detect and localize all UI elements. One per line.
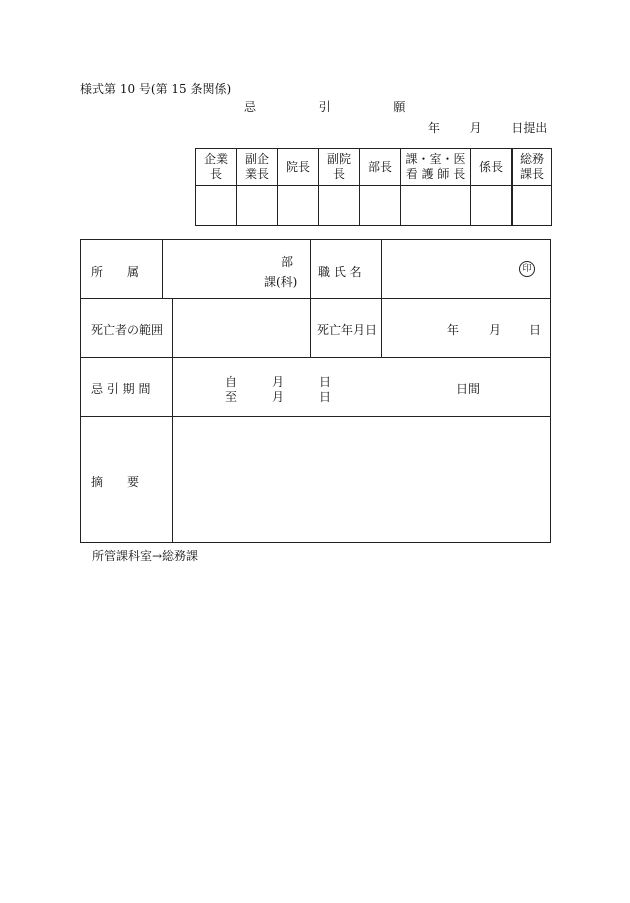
seal-mark-icon: 印 — [519, 261, 535, 277]
period-to-label: 至 — [225, 390, 238, 404]
title-char-2: 引 — [318, 100, 331, 114]
period-from-day-unit: 日 — [319, 375, 332, 389]
application-form-table — [80, 239, 551, 543]
approval-header-section-chief: 課・室・医 看 護 師 長 — [401, 149, 471, 186]
approval-header-hospital-director: 院長 — [278, 149, 319, 186]
row-divider — [81, 298, 550, 299]
row-divider — [81, 416, 550, 417]
title-char-1: 忌 — [244, 100, 257, 114]
approval-stamp-cell[interactable] — [471, 186, 513, 226]
col-divider — [172, 298, 173, 543]
death-date-label: 死亡年月日 — [317, 323, 378, 337]
approval-header-enterprise-director: 企業 長 — [196, 149, 237, 186]
col-divider — [381, 240, 382, 357]
date-month-unit: 月 — [469, 121, 482, 135]
col-divider — [310, 240, 311, 357]
approval-stamp-table — [195, 148, 552, 226]
approval-header-subsection-chief: 係長 — [471, 149, 513, 186]
approval-stamp-cell[interactable] — [237, 186, 278, 226]
death-month-unit: 月 — [489, 323, 502, 337]
death-year-unit: 年 — [447, 323, 460, 337]
period-to-month-unit: 月 — [272, 390, 285, 404]
period-from-label: 自 — [225, 375, 238, 389]
approval-stamp-cell[interactable] — [196, 186, 237, 226]
approval-header-deputy-enterprise-director: 副企 業長 — [237, 149, 278, 186]
approval-stamp-cell[interactable] — [512, 186, 552, 226]
submission-date-line — [428, 119, 547, 136]
date-year-unit: 年 — [428, 121, 441, 135]
date-day-submitted-unit: 日提出 — [511, 121, 548, 135]
name-label: 職 氏 名 — [318, 265, 362, 279]
title-char-3: 願 — [393, 100, 406, 114]
period-from-month-unit: 月 — [272, 375, 285, 389]
document-title — [244, 98, 405, 115]
col-divider — [162, 240, 163, 298]
approval-stamp-cell[interactable] — [360, 186, 401, 226]
affiliation-label: 所 属 — [91, 265, 140, 279]
approval-header-general-affairs-chief: 総務 課長 — [512, 149, 552, 186]
approval-stamp-cell[interactable] — [278, 186, 319, 226]
approval-stamp-cell[interactable] — [401, 186, 471, 226]
death-day-unit: 日 — [529, 323, 542, 337]
department-suffix: 部 — [281, 255, 294, 269]
row-divider — [81, 357, 550, 358]
approval-header-department-head: 部長 — [360, 149, 401, 186]
approval-header-deputy-hospital-director: 副院 長 — [319, 149, 360, 186]
routing-note: 所管課科室→総務課 — [92, 549, 199, 563]
period-to-day-unit: 日 — [319, 390, 332, 404]
section-suffix: 課(科) — [264, 275, 298, 289]
summary-label: 摘 要 — [91, 475, 140, 489]
mourning-period-label: 忌 引 期 間 — [91, 382, 151, 396]
approval-stamp-cell[interactable] — [319, 186, 360, 226]
period-days-unit: 日間 — [456, 382, 481, 396]
form-number: 様式第 10 号(第 15 条関係) — [80, 82, 232, 96]
deceased-relation-label: 死亡者の範囲 — [91, 323, 164, 337]
